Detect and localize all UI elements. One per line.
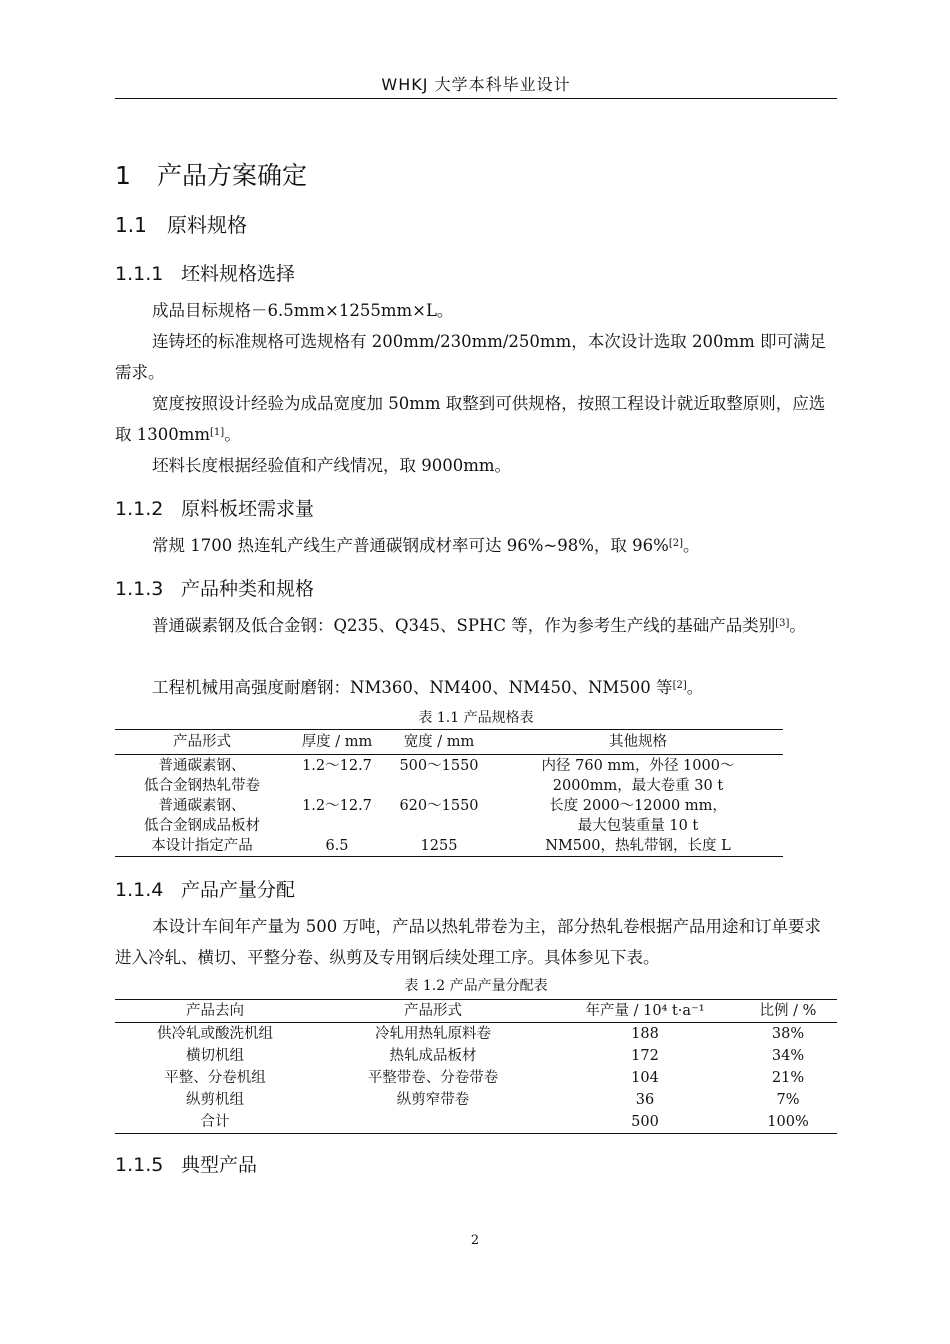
table-header-row	[115, 1000, 837, 1023]
paragraph-annual-output: 本设计车间年产量为 500 万吨，产品以热轧带卷为主，部分热轧卷根据产品用途和订单要求进入冷轧、横切、平整分卷、纵剪及专用钢后续处理工序。具体参见下表。	[115, 917, 821, 967]
cell-form	[115, 796, 289, 836]
cell-form: 热轧成品板材	[389, 1048, 477, 1064]
section-title: 产品种类和规格	[181, 578, 315, 600]
cell-line: 低合金钢热轧带卷	[144, 778, 260, 794]
section-number: 1.1.2	[115, 498, 164, 520]
section-heading-1-1-3	[115, 574, 314, 601]
header-cell: 厚度 / mm	[289, 730, 385, 755]
section-number: 1.1.1	[115, 263, 164, 285]
table-row	[115, 796, 783, 836]
paragraph-text-end: 。	[683, 536, 700, 555]
table-header-row	[115, 730, 783, 755]
table-caption-1-2: 表 1.2 产品产量分配表	[404, 978, 548, 994]
cell-ratio: 7%	[776, 1092, 800, 1108]
table-row-total	[115, 1111, 837, 1134]
section-title: 原料规格	[167, 213, 247, 237]
citation: [2]	[668, 538, 683, 549]
paragraph-slab-length: 坯料长度根据经验值和产线情况，取 9000mm。	[152, 456, 512, 475]
cell-destination: 供冷轧或酸洗机组	[157, 1026, 273, 1042]
section-heading-1-1-4	[115, 875, 295, 902]
paragraph-wear-steel	[115, 672, 833, 703]
cell-output: 36	[635, 1092, 655, 1108]
cell-line: 2000mm，最大卷重 30 t	[552, 778, 724, 794]
paragraph-yield-rate	[115, 530, 833, 561]
chapter-title: 产品方案确定	[157, 161, 308, 190]
cell-width: 620～1550	[399, 798, 479, 814]
chapter-number: 1	[115, 161, 131, 190]
cell-thickness: 6.5	[325, 838, 349, 854]
cell-width: 500～1550	[399, 758, 479, 774]
paragraph-text-end: 。	[224, 425, 241, 444]
cell-other	[493, 755, 783, 797]
table-row	[115, 1067, 837, 1089]
header-cell: 产品去向	[115, 1000, 315, 1023]
cell-other: NM500，热轧带钢，长度 L	[545, 838, 731, 854]
paragraph-text-end: 。	[789, 616, 806, 635]
paragraph-carbon-steel	[115, 610, 833, 641]
section-number: 1.1.4	[115, 879, 164, 901]
citation: [1]	[210, 427, 225, 438]
paragraph-text: 常规 1700 热连轧产线生产普通碳钢成材率可达 96%~98%，取 96%	[152, 536, 669, 555]
section-heading-1-1-2	[115, 494, 314, 521]
cell-form	[115, 755, 289, 797]
header-cell: 宽度 / mm	[385, 730, 493, 755]
cell-form: 平整带卷、分卷带卷	[367, 1070, 499, 1086]
section-heading-1-1-5	[115, 1150, 257, 1177]
cell-thickness: 1.2～12.7	[302, 758, 372, 774]
paragraph-slab-width	[115, 388, 833, 450]
section-title: 产品产量分配	[181, 879, 296, 901]
cell-destination: 纵剪机组	[186, 1092, 244, 1108]
table-row	[115, 1089, 837, 1111]
cell-ratio: 38%	[771, 1026, 805, 1042]
cell-ratio: 21%	[771, 1070, 805, 1086]
header-cell: 产品形式	[315, 1000, 551, 1023]
table-row	[115, 836, 783, 857]
cell-destination: 平整、分卷机组	[164, 1070, 266, 1086]
header-cell: 比例 / %	[739, 1000, 837, 1023]
section-number: 1.1	[115, 213, 147, 237]
cell-thickness: 1.2～12.7	[302, 798, 372, 814]
cell-line: 普通碳素钢、	[158, 758, 246, 774]
header-cell: 产品形式	[115, 730, 289, 755]
cell-line: 低合金钢成品板材	[144, 818, 260, 834]
cell-line: 长度 2000～12000 mm，	[549, 798, 727, 814]
table-caption-1-1: 表 1.1 产品规格表	[418, 710, 534, 726]
paragraph-target-spec: 成品目标规格－6.5mm×1255mm×L。	[152, 301, 454, 320]
paragraph-text-end: 。	[686, 678, 704, 697]
table-row	[115, 755, 783, 797]
cell-destination: 合计	[200, 1114, 230, 1130]
section-number: 1.1.5	[115, 1154, 164, 1176]
output-allocation-table	[115, 999, 837, 1134]
cell-destination: 横切机组	[186, 1048, 244, 1064]
cell-width: 1255	[420, 838, 458, 854]
section-heading-1-1	[115, 209, 247, 238]
chapter-heading	[115, 156, 307, 192]
citation: [3]	[775, 618, 790, 629]
paragraph-text: 普通碳素钢及低合金钢：Q235、Q345、SPHC 等，作为参考生产线的基础产品类别	[152, 616, 776, 635]
page-header: WHKJ 大学本科毕业设计	[381, 75, 571, 94]
cell-output: 500	[631, 1114, 659, 1130]
citation: [2]	[672, 680, 687, 691]
paragraph-text: 宽度按照设计经验为成品宽度加 50mm 取整到可供规格，按照工程设计就近取整原则，应选取 1300mm	[115, 394, 826, 444]
product-spec-table	[115, 729, 783, 857]
cell-ratio: 34%	[771, 1048, 805, 1064]
cell-form: 纵剪窄带卷	[396, 1092, 470, 1108]
header-cell: 年产量 / 10⁴ t·a⁻¹	[551, 1000, 739, 1023]
cell-line: 内径 760 mm，外径 1000～	[541, 758, 735, 774]
cell-line: 普通碳素钢、	[158, 798, 246, 814]
cell-output: 188	[631, 1026, 659, 1042]
table-row	[115, 1045, 837, 1067]
section-title: 原料板坯需求量	[181, 498, 315, 520]
cell-form: 本设计指定产品	[151, 838, 253, 854]
cell-other	[493, 796, 783, 836]
section-heading-1-1-1	[115, 259, 295, 286]
section-title: 坯料规格选择	[181, 263, 296, 285]
table-row	[115, 1023, 837, 1046]
section-title: 典型产品	[181, 1154, 258, 1176]
cell-output: 172	[631, 1048, 659, 1064]
paragraph-slab-thickness: 连铸坯的标准规格可选规格有 200mm/230mm/250mm，本次设计选取 200mm 即可满足需求。	[115, 332, 826, 382]
section-number: 1.1.3	[115, 578, 164, 600]
header-rule	[115, 98, 837, 99]
cell-output: 104	[631, 1070, 659, 1086]
header-cell: 其他规格	[493, 730, 783, 755]
paragraph-text: 工程机械用高强度耐磨钢：NM360、NM400、NM450、NM500 等	[152, 678, 673, 697]
cell-form: 冷轧用热轧原料卷	[375, 1026, 491, 1042]
cell-ratio: 100%	[767, 1114, 809, 1130]
page-number: 2	[470, 1233, 480, 1248]
cell-line: 最大包装重量 10 t	[577, 818, 699, 834]
cell-form	[315, 1111, 551, 1134]
